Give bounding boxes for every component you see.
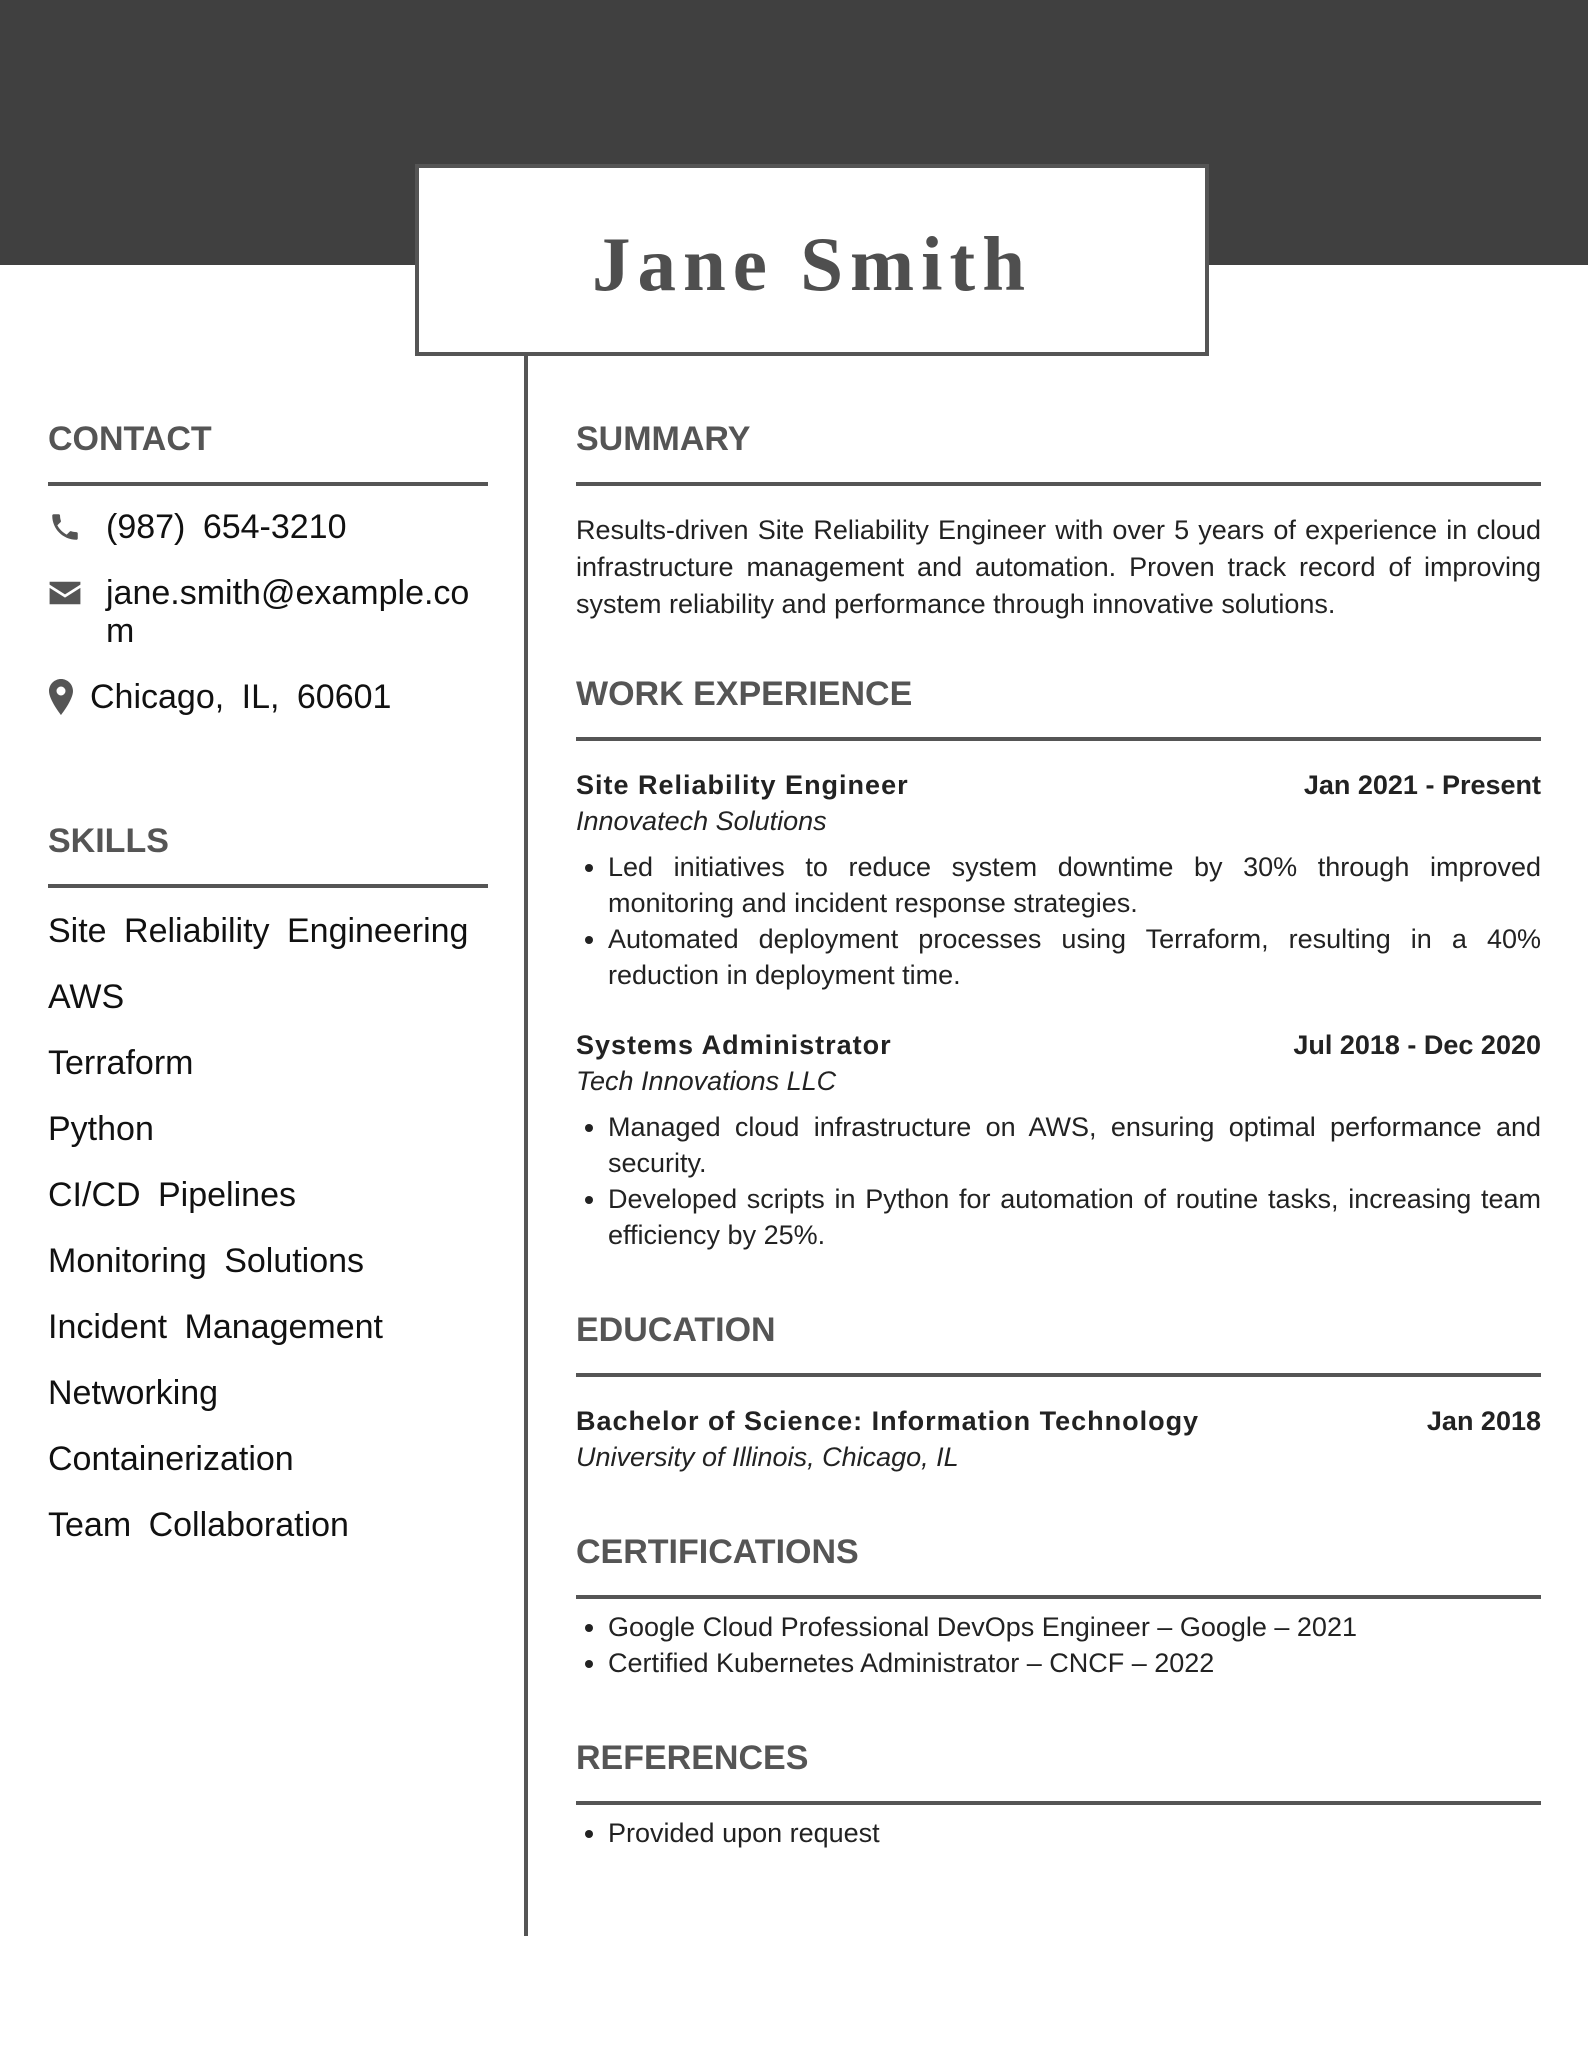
job-dates: Jan 2021 - Present [1303,770,1541,800]
certifications-heading: CERTIFICATIONS [576,1533,859,1571]
right-column [576,418,1541,1851]
certifications-list [576,1609,1541,1681]
education-entry [576,1403,1541,1475]
work-rule [576,737,1541,741]
skills-heading: SKILLS [48,822,169,860]
summary-text: Results-driven Site Reliability Engineer with over 5 years of experience in cloud infrastructure management and automation. Proven track record of improving system reliability and performance through innovative solutions. [576,515,1541,619]
skills-list [48,898,488,1558]
column-divider [524,356,528,1936]
name-box [415,164,1209,356]
job-title: Site Reliability Engineer [576,770,909,800]
job-header [576,767,1541,803]
skills-rule [48,884,488,888]
envelope-icon [48,574,82,612]
skill-item: Terraform [48,1044,194,1082]
job-dates: Jul 2018 - Dec 2020 [1293,1030,1541,1060]
map-pin-icon [48,678,74,716]
job-company: Innovatech Solutions [576,806,827,836]
education-date: Jan 2018 [1426,1406,1541,1436]
education-rule [576,1373,1541,1377]
summary-heading: SUMMARY [576,420,751,458]
reference-item: • Provided upon request [608,1815,1541,1851]
skill-item: Team Collaboration [48,1506,349,1544]
references-rule [576,1801,1541,1805]
skill-item: Containerization [48,1440,294,1478]
school: University of Illinois, Chicago, IL [576,1442,959,1472]
phone-icon [48,508,82,546]
skill-item: AWS [48,978,125,1016]
job-title: Systems Administrator [576,1030,892,1060]
contact-heading: CONTACT [48,420,212,458]
references-heading: REFERENCES [576,1739,809,1777]
skill-item: Networking [48,1374,219,1412]
job-header [576,1027,1541,1063]
education-heading: EDUCATION [576,1311,776,1349]
certifications-rule [576,1595,1541,1599]
job-entry [576,1027,1541,1253]
summary-rule [576,482,1541,486]
contact-email [48,574,488,650]
job-bullet: • Managed cloud infrastructure on AWS, ensuring optimal performance and security. [608,1109,1541,1181]
job-bullet: • Developed scripts in Python for automation of routine tasks, increasing team efficiency by 25%. [608,1181,1541,1253]
certification-item: • Certified Kubernetes Administrator – CNCF – 2022 [608,1645,1541,1681]
candidate-name: Jane Smith [591,220,1033,307]
phone-text: (987) 654-3210 [106,508,347,546]
contact-phone [48,508,488,546]
skill-item: Python [48,1110,154,1148]
skill-item: Monitoring Solutions [48,1242,365,1280]
job-company: Tech Innovations LLC [576,1066,837,1096]
contact-location [48,678,488,716]
location-text: Chicago, IL, 60601 [90,678,392,716]
job-entry [576,767,1541,993]
job-bullets [576,1109,1541,1253]
job-bullets [576,849,1541,993]
job-bullet: • Automated deployment processes using Terraform, resulting in a 40% reduction in deployment time. [608,921,1541,993]
skill-item: Site Reliability Engineering [48,912,469,950]
skill-item: Incident Management [48,1308,383,1346]
education-header [576,1403,1541,1439]
email-text[interactable]: jane.smith@example.com [106,574,470,650]
work-heading: WORK EXPERIENCE [576,675,913,713]
left-column [48,418,488,1558]
job-bullet: • Led initiatives to reduce system downtime by 30% through improved monitoring and incident response strategies. [608,849,1541,921]
contact-rule [48,482,488,486]
skill-item: CI/CD Pipelines [48,1176,296,1214]
degree: Bachelor of Science: Information Technology [576,1406,1200,1436]
references-list [576,1815,1541,1851]
certification-item: • Google Cloud Professional DevOps Engineer – Google – 2021 [608,1609,1541,1645]
